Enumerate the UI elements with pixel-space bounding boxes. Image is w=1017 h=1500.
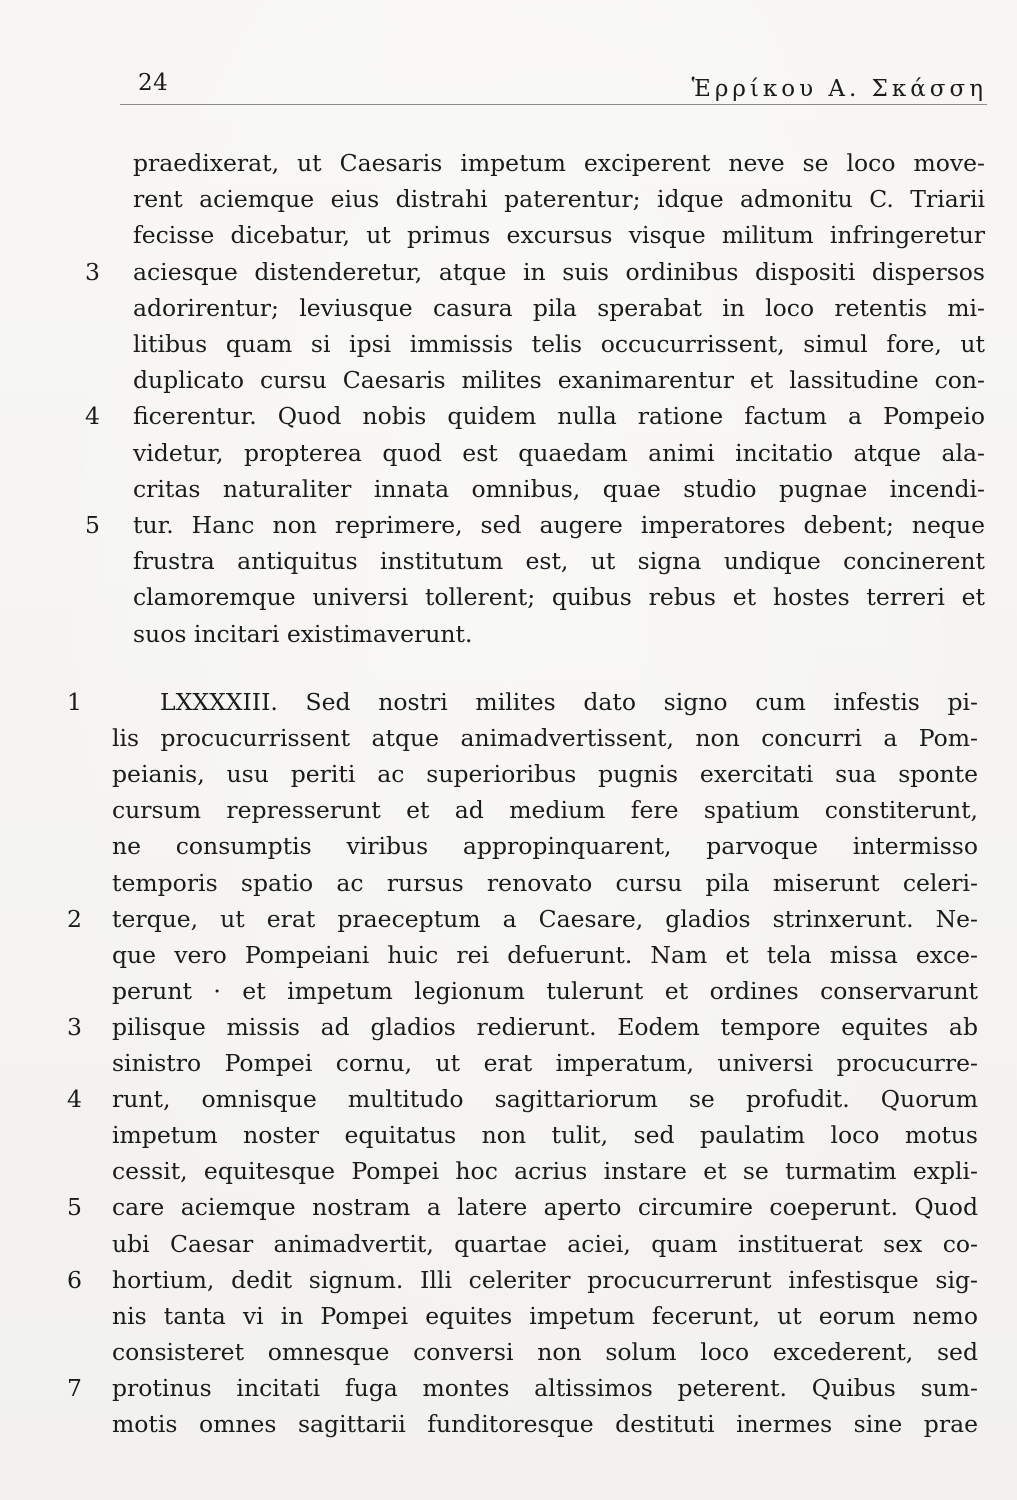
text-line: praedixerat, ut Caesaris impetum exciperent neve se loco move- bbox=[133, 149, 985, 177]
text-line: protinus incitati fuga montes altissimos peterent. Quibus sum- bbox=[112, 1373, 978, 1402]
text-line: fecisse dicebatur, ut primus excursus visque militum infringeretur bbox=[133, 221, 985, 250]
text-line: nis tanta vi in Pompei equites impetum fecerunt, ut eorum nemo bbox=[112, 1301, 978, 1330]
text-line: aciesque distenderetur, atque in suis ordinibus dispositi dispersos bbox=[133, 257, 985, 286]
text-line: critas naturaliter innata omnibus, quae studio pugnae incendi- bbox=[133, 474, 985, 503]
text-line: frustra antiquitus institutum est, ut signa undique concinerent bbox=[133, 547, 985, 576]
margin-line-number: 5 bbox=[67, 1193, 82, 1222]
margin-line-number: 4 bbox=[85, 402, 100, 431]
text-line: perunt · et impetum legionum tulerunt et ordines conservarunt bbox=[112, 976, 978, 1005]
text-line: tur. Hanc non reprimere, sed augere imperatores debent; neque bbox=[133, 511, 985, 539]
text-line: consisteret omnesque conversi non solum loco excederent, sed bbox=[112, 1337, 978, 1366]
text-line: clamoremque universi tollerent; quibus rebus et hostes terreri et bbox=[133, 583, 985, 612]
text-line: ubi Caesar animadvertit, quartae aciei, quam instituerat sex co- bbox=[112, 1229, 978, 1258]
margin-line-number: 2 bbox=[67, 904, 82, 933]
margin-line-number: 3 bbox=[85, 257, 100, 286]
text-line: adorirentur; leviusque casura pila sperabat in loco retentis mi- bbox=[133, 293, 985, 322]
text-line: cessit, equitesque Pompei hoc acrius instare et se turmatim expli- bbox=[112, 1157, 978, 1186]
margin-line-number: 4 bbox=[67, 1085, 82, 1114]
text-line: suos incitari existimaverunt. bbox=[133, 619, 473, 648]
page-number: 24 bbox=[138, 70, 169, 96]
text-line: runt, omnisque multitudo sagittariorum se profudit. Quorum bbox=[112, 1085, 978, 1114]
margin-line-number: 3 bbox=[67, 1012, 82, 1041]
margin-line-number: 7 bbox=[67, 1373, 82, 1402]
text-line: litibus quam si ipsi immissis telis occucurrissent, simul fore, ut bbox=[133, 330, 985, 358]
text-line: ne consumptis viribus appropinquarent, parvoque intermisso bbox=[112, 832, 978, 861]
text-line: hortium, dedit signum. Illi celeriter procucurrerunt infestisque sig- bbox=[112, 1265, 978, 1294]
margin-line-number: 6 bbox=[67, 1265, 82, 1294]
text-line: peianis, usu periti ac superioribus pugnis exercitati sua sponte bbox=[112, 760, 978, 789]
running-head: Ἑρρίκου Α. Σκάσση bbox=[691, 76, 987, 102]
text-line: ficerentur. Quod nobis quidem nulla ratione factum a Pompeio bbox=[133, 402, 985, 431]
page-header bbox=[120, 70, 987, 105]
text-line: sinistro Pompei cornu, ut erat imperatum, universi procucurre- bbox=[112, 1049, 978, 1077]
text-line: videtur, propterea quod est quaedam animi incitatio atque ala- bbox=[133, 438, 985, 467]
text-line: care aciemque nostram a latere aperto circumire coeperunt. Quod bbox=[112, 1193, 978, 1222]
text-line: terque, ut erat praeceptum a Caesare, gladios strinxerunt. Ne- bbox=[112, 904, 978, 933]
margin-line-number: 1 bbox=[67, 688, 82, 716]
text-line: que vero Pompeiani huic rei defuerunt. Nam et tela missa exce- bbox=[112, 940, 978, 969]
text-line: motis omnes sagittarii funditoresque destituti inermes sine prae bbox=[112, 1410, 978, 1438]
text-line: pilisque missis ad gladios redierunt. Eodem tempore equites ab bbox=[112, 1012, 978, 1041]
text-line: duplicato cursu Caesaris milites exanimarentur et lassitudine con- bbox=[133, 366, 985, 395]
margin-line-number: 5 bbox=[85, 511, 100, 539]
text-line: temporis spatio ac rursus renovato cursu pila miserunt celeri- bbox=[112, 868, 978, 897]
text-line: LXXXXIII. Sed nostri milites dato signo cum infestis pi- bbox=[160, 688, 978, 716]
text-line: impetum noster equitatus non tulit, sed paulatim loco motus bbox=[112, 1121, 978, 1150]
text-line: rent aciemque eius distrahi paterentur; idque admonitu C. Triarii bbox=[133, 185, 985, 214]
text-line: cursum represserunt et ad medium fere spatium constiterunt, bbox=[112, 796, 978, 825]
text-line: lis procucurrissent atque animadvertissent, non concurri a Pom- bbox=[112, 724, 978, 753]
